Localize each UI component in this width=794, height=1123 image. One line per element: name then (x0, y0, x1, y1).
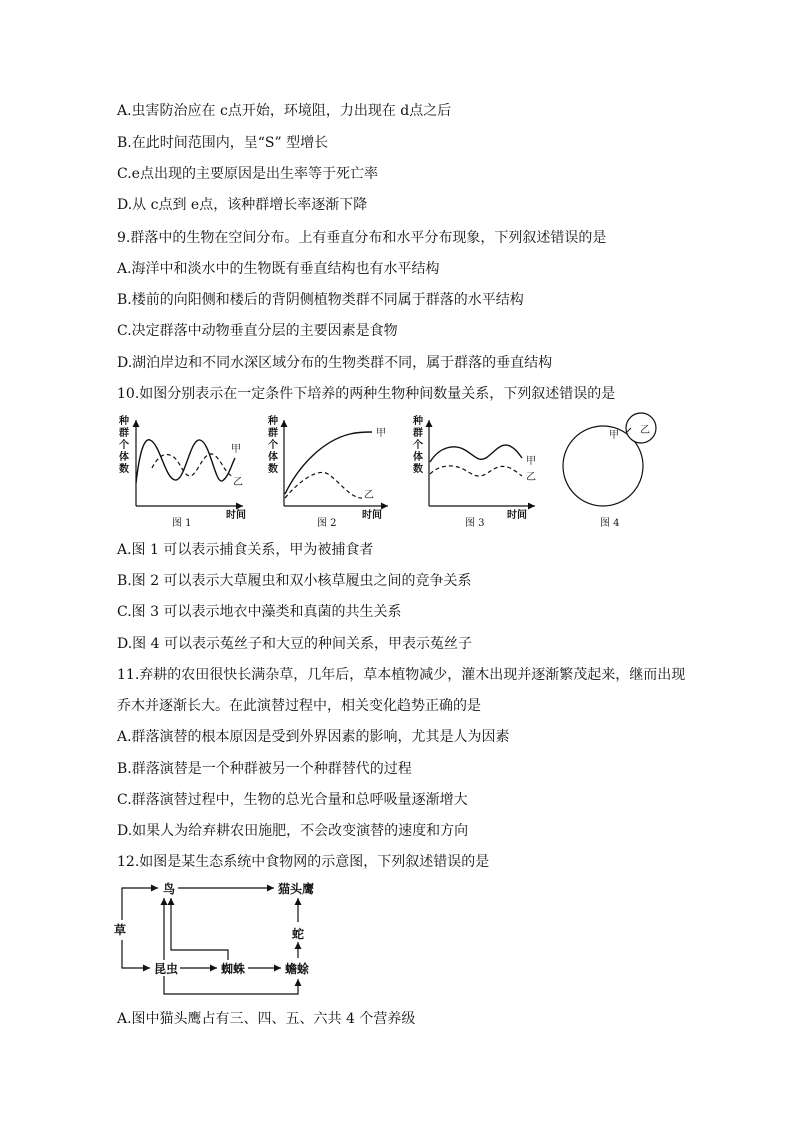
figure-2 (267, 414, 388, 529)
fig3-ylabel-1: 种 (413, 416, 423, 427)
q11-option-c: C.群落演替过程中，生物的总光合量和总呼吸量逐渐增大 (117, 792, 468, 808)
fig1-ylabel-2: 群 (119, 428, 129, 439)
figure-4 (563, 413, 656, 529)
fig2-ylabel-2: 群 (268, 428, 278, 439)
q9-stem: 9.群落中的生物在空间分布。上有垂直分布和水平分布现象，下列叙述错误的是 (117, 230, 607, 246)
fig3-ylabel-3: 个 (413, 440, 423, 451)
fig2-label-jia: 甲 (376, 428, 386, 439)
fig2-ylabel-3: 个 (268, 440, 278, 451)
fig4-label-jia: 甲 (609, 430, 619, 441)
node-bird: 鸟 (163, 882, 176, 896)
fig3-ylabel-5: 数 (413, 464, 423, 475)
q11-option-d: D.如果人为给弃耕农田施肥，不会改变演替的速度和方向 (117, 823, 469, 839)
fig2-curve-jia (285, 432, 372, 494)
arrow-insect-toad (164, 976, 298, 994)
fig3-xlabel: 时间 (507, 510, 527, 521)
node-spider: 蜘蛛 (221, 962, 246, 976)
q12-option-a: A.图中猫头鹰占有三、四、五、六共 4 个营养级 (117, 1011, 416, 1027)
food-web-diagram (110, 878, 370, 1003)
q8-option-b: B.在此时间范围内，呈“S” 型增长 (117, 135, 329, 151)
fig4-label-yi: 乙 (640, 425, 650, 436)
fig3-label-yi: 乙 (526, 472, 536, 483)
fig3-ylabel-2: 群 (413, 428, 423, 439)
fig3-caption: 图 3 (465, 518, 485, 529)
fig2-label-yi: 乙 (364, 490, 374, 501)
fig1-xlabel: 时间 (226, 510, 246, 521)
fig3-curve-yi (430, 466, 522, 476)
q8-option-a: A.虫害防治应在 c点开始，环境阻，力出现在 d点之后 (117, 103, 452, 119)
node-toad: 蟾蜍 (285, 962, 310, 976)
fig1-caption: 图 1 (172, 518, 192, 529)
fig1-ylabel-3: 个 (119, 440, 129, 451)
q9-option-d: D.湖泊岸边和不同水深区域分布的生物类群不同，属于群落的垂直结构 (117, 355, 553, 371)
arrow-grass-insect (122, 940, 150, 968)
q8-option-c: C.e点出现的主要原因是出生率等于死亡率 (117, 166, 378, 182)
fig3-ylabel-4: 体 (413, 452, 423, 463)
arrow-grass-bird (122, 888, 158, 920)
q9-option-c: C.决定群落中动物垂直分层的主要因素是食物 (117, 323, 398, 339)
q10-option-d: D.图 4 可以表示菟丝子和大豆的种间关系，甲表示菟丝子 (117, 636, 472, 652)
q10-stem: 10.如图分别表示在一定条件下培养的两种生物种间数量关系，下列叙述错误的是 (117, 386, 616, 402)
node-grass: 草 (114, 923, 127, 937)
fig3-label-jia: 甲 (526, 456, 536, 467)
figure-3 (412, 414, 536, 529)
q10-option-c: C.图 3 可以表示地衣中藻类和真菌的共生关系 (117, 604, 402, 620)
fig1-label-yi: 乙 (233, 477, 243, 488)
fig1-ylabel-1: 种 (119, 416, 129, 427)
fig2-xlabel: 时间 (362, 510, 382, 521)
q10-figures (0, 408, 794, 533)
fig2-ylabel-5: 数 (268, 464, 278, 475)
q8-option-d: D.从 c点到 e点，该种群增长率逐渐下降 (117, 197, 368, 213)
node-insect: 昆虫 (154, 962, 179, 976)
q10-option-a: A.图 1 可以表示捕食关系，甲为被捕食者 (117, 542, 374, 558)
node-owl: 猫头鹰 (278, 882, 315, 896)
arrow-spider-bird (171, 898, 228, 960)
fig3-curve-jia (430, 445, 522, 462)
node-snake: 蛇 (292, 927, 305, 941)
q11-option-b: B.群落演替是一个种群被另一个种群替代的过程 (117, 761, 412, 777)
q11-option-a: A.群落演替的根本原因是受到外界因素的影响，尤其是人为因素 (117, 729, 510, 745)
fig4-caption: 图 4 (600, 518, 620, 529)
fig2-ylabel-4: 体 (268, 452, 278, 463)
q9-option-b: B.楼前的向阳侧和楼后的背阴侧植物类群不同属于群落的水平结构 (117, 292, 524, 308)
fig1-ylabel-5: 数 (119, 464, 129, 475)
q9-option-a: A.海洋中和淡水中的生物既有垂直结构也有水平结构 (117, 261, 440, 277)
q10-option-b: B.图 2 可以表示大草履虫和双小核草履虫之间的竞争关系 (117, 573, 472, 589)
fig2-ylabel-1: 种 (268, 416, 278, 427)
fig1-label-jia: 甲 (231, 444, 241, 455)
fig2-caption: 图 2 (317, 518, 337, 529)
fig1-curve-jia (136, 440, 235, 483)
q11-stem-line1: 11.弃耕的农田很快长满杂草，几年后，草本植物减少，灌木出现并逐渐繁茂起来，继而出现 (117, 667, 686, 683)
q12-stem: 12.如图是某生态系统中食物网的示意图，下列叙述错误的是 (117, 854, 490, 870)
fig2-curve-yi (285, 472, 362, 498)
q11-stem-line2: 乔木并逐渐长大。在此演替过程中，相关变化趋势正确的是 (117, 698, 481, 714)
figure-1 (118, 414, 246, 529)
fig1-ylabel-4: 体 (119, 452, 129, 463)
